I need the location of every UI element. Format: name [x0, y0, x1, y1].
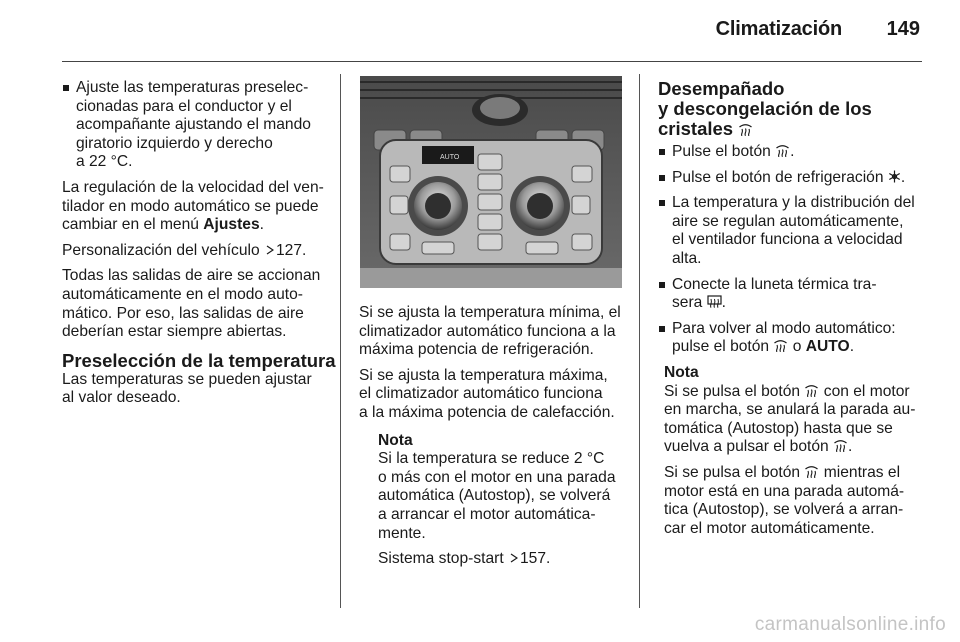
column-1	[62, 79, 336, 408]
text-line: Para volver al modo automático:	[672, 319, 896, 337]
text-fragment: Sistema stop-start	[378, 550, 508, 568]
text-line: La regulación de la velocidad del ven-	[62, 178, 324, 196]
note-block-defrost	[658, 364, 924, 538]
rear-window-heat-icon	[707, 295, 722, 308]
heading-line	[658, 119, 924, 139]
snowflake-icon	[888, 170, 901, 183]
text-line	[664, 438, 924, 457]
text-line: aire se regulan automáticamente,	[672, 212, 904, 230]
text-line: giratorio izquierdo y derecho	[76, 134, 273, 152]
paragraph-max-temp	[359, 367, 631, 423]
text-fragment: Pulse el botón	[672, 143, 776, 160]
page-header	[0, 0, 960, 62]
text-fragment: .	[849, 338, 855, 356]
text-fragment: Si se pulsa el botón	[664, 463, 805, 481]
text-line: o más con el motor en una parada	[378, 468, 616, 486]
text-line: motor está en una parada automá-	[664, 482, 905, 500]
text-line: La temperatura y la distribución del	[672, 194, 915, 212]
text-line: mente.	[378, 524, 426, 542]
text-line: al valor deseado.	[62, 389, 181, 407]
text-line: automáticamente en el modo auto-	[62, 285, 303, 303]
text-line: tomática (Autostop) hasta que se	[664, 419, 893, 437]
stop-start-reference	[378, 550, 631, 569]
climate-control-panel-photo	[360, 76, 622, 288]
note-block-autostop	[359, 432, 631, 569]
text-fragment: .	[721, 294, 727, 312]
column-2	[359, 304, 631, 576]
text-line	[664, 464, 924, 483]
bullet-auto-regulation	[658, 194, 924, 268]
text-line	[672, 294, 924, 313]
text-fragment: pulse el botón	[672, 338, 774, 356]
paragraph-air-outlets	[62, 267, 336, 341]
text-fragment: .	[259, 216, 264, 234]
text-line: el climatizador automático funciona	[359, 385, 603, 403]
text-line: deberían estar siempre abiertas.	[62, 323, 287, 341]
text-line: máxima potencia de refrigeración.	[359, 341, 594, 359]
text-line: car el motor automáticamente.	[664, 519, 875, 537]
text-line: Conecte la luneta térmica tra-	[672, 275, 877, 293]
text-fragment: Personalización del vehículo	[62, 241, 264, 259]
text-fragment: con el motor	[819, 382, 910, 400]
defrost-icon	[804, 384, 819, 397]
page-reference-arrow-icon	[266, 245, 274, 255]
text-line: cambiar en el menú	[62, 216, 204, 234]
text-line: Si la temperatura se reduce 2 °C	[378, 450, 605, 468]
note-text-1	[664, 383, 924, 457]
text-line: Todas las salidas de aire se accionan	[62, 267, 321, 285]
text-line: acompañante ajustando el mando	[76, 116, 311, 134]
text-line: en marcha, se anulará la parada au-	[664, 401, 916, 419]
text-fragment: o	[788, 338, 806, 356]
settings-menu-term: Ajustes	[203, 216, 260, 234]
text-line: Las temperaturas se pueden ajustar	[62, 370, 312, 388]
text-line: tica (Autostop), se volverá a arran-	[664, 501, 904, 519]
text-fragment: vuelva a pulsar el botón	[664, 438, 834, 456]
text-line: Ajuste las temperaturas preselec-	[76, 79, 309, 96]
defrost-icon	[773, 339, 788, 352]
paragraph-fan-speed	[62, 179, 336, 235]
heading-preselection: Preselección de la temperatura	[62, 349, 336, 371]
text-line	[664, 383, 924, 402]
bullet-return-auto	[658, 320, 924, 357]
bullet-press-cooling	[658, 169, 924, 188]
paragraph-temperatures-adjust	[62, 371, 336, 408]
defrost-icon	[775, 144, 790, 157]
note-title: Nota	[664, 363, 699, 381]
text-line: el ventilador funciona a velocidad	[672, 231, 903, 249]
note-title: Nota	[378, 431, 413, 449]
text-line: alta.	[672, 249, 702, 267]
text-line: Si se ajusta la temperatura mínima, el	[359, 304, 621, 321]
heading-line: Desempañado	[658, 78, 785, 99]
column-3	[658, 79, 924, 545]
column-divider-2	[639, 74, 640, 608]
text-line: a arrancar el motor automática-	[378, 505, 596, 523]
climate-panel-illustration	[360, 76, 622, 288]
text-line: cionadas para el conductor y el	[76, 97, 292, 115]
heading-defrost	[658, 79, 924, 139]
bullet-rear-window	[658, 276, 924, 313]
text-fragment: mientras el	[819, 463, 901, 481]
section-title: Climatización	[715, 18, 842, 40]
defrost-icon	[804, 465, 819, 478]
text-line: a la máxima potencia de calefacción.	[359, 403, 615, 421]
bullet-adjust-temperatures	[62, 79, 336, 172]
header-rule	[62, 61, 922, 62]
auto-display-label: AUTO	[440, 154, 460, 161]
paragraph-min-temp	[359, 304, 631, 360]
page-reference-arrow-icon	[510, 553, 518, 563]
page-reference: 157.	[520, 550, 551, 568]
text-line: tilador en modo automático se puede	[62, 197, 319, 215]
text-line: climatizador automático funciona a la	[359, 322, 616, 340]
defrost-icon	[833, 439, 848, 452]
text-line: mático. Por eso, las salidas de aire	[62, 304, 304, 322]
note-text-2	[664, 464, 924, 538]
text-fragment: sera	[672, 294, 707, 312]
heading-text: cristales	[658, 118, 734, 139]
text-fragment: .	[790, 143, 795, 160]
text-fragment: .	[900, 168, 906, 186]
text-fragment: .	[848, 438, 853, 456]
text-fragment: Si se pulsa el botón	[664, 382, 805, 400]
paragraph-personalization-ref	[62, 242, 336, 261]
page-reference: 127.	[275, 241, 307, 259]
text-fragment: Pulse el botón de refrigeración	[672, 168, 888, 186]
text-line: automática (Autostop), se volverá	[378, 487, 611, 505]
text-line	[672, 338, 924, 357]
watermark: carmanualsonline.info	[754, 614, 946, 635]
text-line: a 22 °C.	[76, 153, 133, 171]
heading-line: y descongelación de los	[658, 98, 872, 119]
text-line: Si se ajusta la temperatura máxima,	[359, 366, 608, 384]
defrost-icon	[738, 123, 753, 136]
auto-term: AUTO	[805, 338, 850, 356]
note-text	[378, 450, 631, 543]
column-divider-1	[340, 74, 341, 608]
bullet-press-defrost	[658, 143, 924, 162]
page-number: 149	[886, 18, 920, 40]
